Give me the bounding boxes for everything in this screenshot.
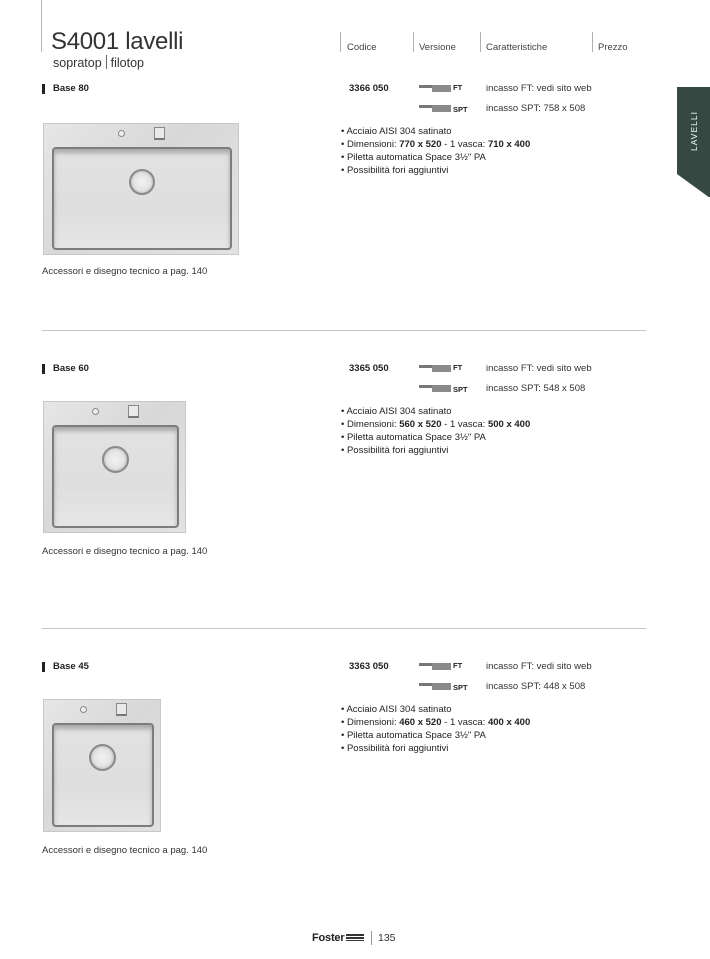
- version-spt-icon: [419, 681, 469, 693]
- base-label: Base 80: [42, 83, 89, 94]
- subtitle-sopratop: sopratop: [53, 56, 102, 70]
- dispenser-icon: [154, 127, 165, 140]
- col-header-code: Codice: [347, 42, 377, 53]
- tap-hole-icon: [80, 706, 87, 713]
- version-spt-text: incasso SPT: 448 x 508: [486, 681, 586, 692]
- col-divider: [592, 32, 593, 52]
- section-tab-lavelli[interactable]: [677, 87, 710, 197]
- subtitle-divider: [106, 55, 107, 69]
- drain-icon: [129, 169, 155, 195]
- feature-holes: • Possibilità fori aggiuntivi: [341, 445, 449, 456]
- version-spt-icon: [419, 383, 469, 395]
- product-code: 3365 050: [349, 363, 389, 374]
- sink-bowl: [52, 147, 232, 250]
- version-spt-text: incasso SPT: 548 x 508: [486, 383, 586, 394]
- version-ft-icon: [419, 661, 469, 673]
- subtitle-filotop: filotop: [110, 56, 145, 70]
- col-header-features: Caratteristiche: [486, 42, 548, 53]
- brand-mark-icon: [346, 934, 364, 941]
- sink-image-base-60: [43, 401, 186, 533]
- version-tag: SPT: [453, 105, 468, 114]
- product-code: 3366 050: [349, 83, 389, 94]
- base-label: Base 45: [42, 661, 89, 672]
- version-ft-icon: [419, 363, 469, 375]
- col-header-version: Versione: [419, 42, 456, 53]
- col-divider: [480, 32, 481, 52]
- col-header-price: Prezzo: [598, 42, 628, 53]
- accessories-note: Accessori e disegno tecnico a pag. 140: [42, 845, 208, 856]
- section-divider: [42, 330, 646, 331]
- feature-list: [341, 125, 530, 177]
- version-tag: SPT: [453, 385, 468, 394]
- drain-icon: [89, 744, 116, 771]
- drain-icon: [102, 446, 129, 473]
- tap-hole-icon: [92, 408, 99, 415]
- version-ft-icon: [419, 83, 469, 95]
- feature-list: [341, 405, 530, 457]
- feature-material: • Acciaio AISI 304 satinato: [341, 704, 452, 715]
- feature-holes: • Possibilità fori aggiuntivi: [341, 165, 449, 176]
- sink-bowl: [52, 723, 154, 827]
- feature-drain: • Piletta automatica Space 3½" PA: [341, 152, 486, 163]
- product-section-base-45: [0, 661, 660, 861]
- dispenser-icon: [116, 703, 127, 716]
- version-ft-text: incasso FT: vedi sito web: [486, 661, 592, 672]
- feature-drain: • Piletta automatica Space 3½" PA: [341, 432, 486, 443]
- version-ft-text: incasso FT: vedi sito web: [486, 83, 592, 94]
- feature-dimensions: • Dimensioni: 770 x 520 - 1 vasca: 710 x 400: [341, 139, 531, 150]
- brand-name: Foster: [312, 932, 345, 944]
- feature-drain: • Piletta automatica Space 3½" PA: [341, 730, 486, 741]
- page-number: 135: [378, 932, 396, 944]
- feature-material: • Acciaio AISI 304 satinato: [341, 126, 452, 137]
- col-divider: [413, 32, 414, 52]
- col-divider: [340, 32, 341, 52]
- accessories-note: Accessori e disegno tecnico a pag. 140: [42, 546, 208, 557]
- feature-holes: • Possibilità fori aggiuntivi: [341, 743, 449, 754]
- page-subtitle: [53, 55, 144, 70]
- product-section-base-60: [0, 363, 660, 563]
- version-tag: FT: [453, 661, 463, 670]
- version-tag: SPT: [453, 683, 468, 692]
- feature-dimensions: • Dimensioni: 460 x 520 - 1 vasca: 400 x 400: [341, 717, 531, 728]
- title-rule: [41, 0, 42, 52]
- section-tab-label: LAVELLI: [688, 111, 699, 151]
- sink-image-base-45: [43, 699, 161, 832]
- feature-dimensions: • Dimensioni: 560 x 520 - 1 vasca: 500 x 400: [341, 419, 531, 430]
- version-tag: FT: [453, 83, 463, 92]
- page-title: S4001 lavelli: [51, 28, 184, 55]
- dispenser-icon: [128, 405, 139, 418]
- feature-list: [341, 703, 530, 755]
- sink-bowl: [52, 425, 179, 528]
- base-label: Base 60: [42, 363, 89, 374]
- sink-image-base-80: [43, 123, 239, 255]
- product-section-base-80: [0, 83, 660, 283]
- version-ft-text: incasso FT: vedi sito web: [486, 363, 592, 374]
- version-tag: FT: [453, 363, 463, 372]
- version-spt-text: incasso SPT: 758 x 508: [486, 103, 586, 114]
- tap-hole-icon: [118, 130, 125, 137]
- feature-material: • Acciaio AISI 304 satinato: [341, 406, 452, 417]
- section-divider: [42, 628, 646, 629]
- version-spt-icon: [419, 103, 469, 115]
- brand-logo: [312, 932, 364, 944]
- accessories-note: Accessori e disegno tecnico a pag. 140: [42, 266, 208, 277]
- product-code: 3363 050: [349, 661, 389, 672]
- footer-divider: [371, 931, 372, 945]
